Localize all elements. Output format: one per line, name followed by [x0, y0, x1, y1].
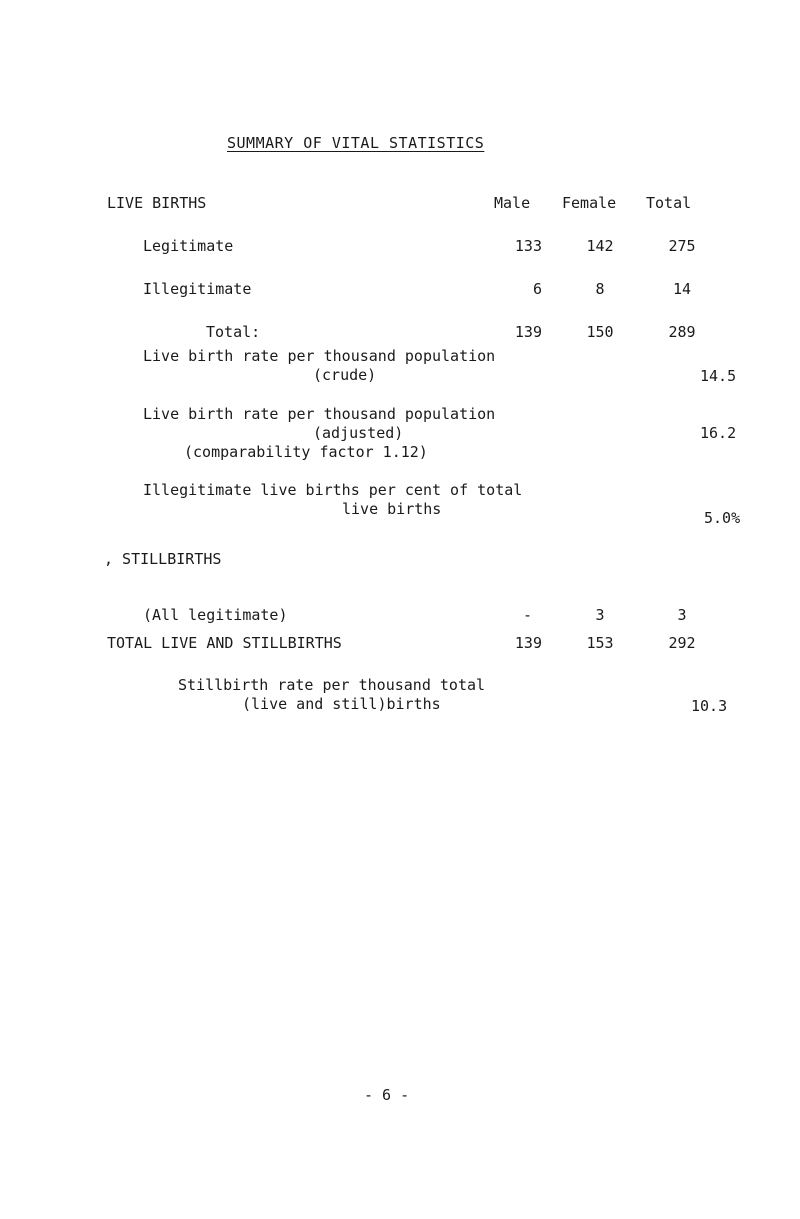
row-label-total: Total:	[206, 323, 261, 341]
column-header-total: Total	[646, 194, 692, 212]
adjusted-rate-label-line1: Live birth rate per thousand population	[143, 405, 496, 423]
illegitimate-percent-label-line2: live births	[342, 500, 442, 518]
column-header-female: Female	[562, 194, 617, 212]
adjusted-rate-value: 16.2	[700, 424, 737, 442]
crude-rate-label-line1: Live birth rate per thousand population	[143, 347, 496, 365]
row-label-all-legitimate: (All legitimate)	[143, 606, 288, 624]
total-male: 139	[514, 323, 542, 341]
stillbirths-female: 3	[595, 606, 605, 624]
legitimate-male: 133	[514, 237, 542, 255]
stillbirth-rate-label-line2: (live and still)births	[242, 695, 441, 713]
stillbirths-male: -	[522, 606, 532, 624]
stillbirths-heading: , STILLBIRTHS	[104, 550, 222, 568]
crude-rate-value: 14.5	[700, 367, 737, 385]
crude-rate-label-line2: (crude)	[313, 366, 377, 384]
illegitimate-male: 6	[532, 280, 542, 298]
row-label-total-live-and-stillbirths: TOTAL LIVE AND STILLBIRTHS	[107, 634, 342, 652]
legitimate-female: 142	[586, 237, 614, 255]
row-label-legitimate: Legitimate	[143, 237, 234, 255]
stillbirth-rate-value: 10.3	[691, 697, 728, 715]
illegitimate-total: 14	[672, 280, 692, 298]
stillbirth-rate-label-line1: Stillbirth rate per thousand total	[178, 676, 486, 694]
total-total: 289	[668, 323, 696, 341]
illegitimate-female: 8	[595, 280, 605, 298]
legitimate-total: 275	[668, 237, 696, 255]
combined-female: 153	[586, 634, 614, 652]
adjusted-rate-label-line2: (adjusted)	[313, 424, 404, 442]
live-births-heading: LIVE BIRTHS	[107, 194, 207, 212]
page-title: SUMMARY OF VITAL STATISTICS	[227, 134, 485, 152]
stillbirths-total: 3	[677, 606, 687, 624]
combined-male: 139	[514, 634, 542, 652]
row-label-illegitimate: Illegitimate	[143, 280, 252, 298]
illegitimate-percent-label-line1: Illegitimate live births per cent of total	[143, 481, 523, 499]
column-header-male: Male	[494, 194, 531, 212]
combined-total: 292	[668, 634, 696, 652]
total-female: 150	[586, 323, 614, 341]
adjusted-rate-label-line3: (comparability factor 1.12)	[184, 443, 428, 461]
illegitimate-percent-value: 5.0%	[704, 509, 741, 527]
page-number: - 6 -	[364, 1086, 410, 1104]
